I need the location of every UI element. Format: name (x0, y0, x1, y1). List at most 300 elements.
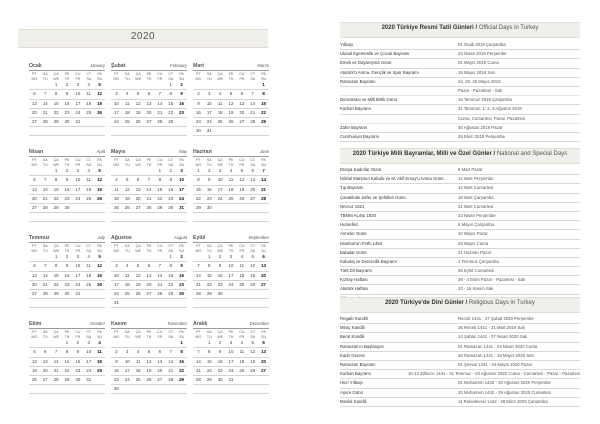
day-cell: 8 (51, 90, 62, 99)
month-name-en: March (257, 63, 269, 68)
day-cell: 17 (122, 367, 133, 376)
day-cell: 5 (144, 348, 155, 357)
day-cell: 1 (62, 339, 73, 348)
day-cell: 25 (215, 118, 226, 127)
weekday-label: PA (261, 244, 266, 248)
weekday-label-en: TU (124, 334, 130, 339)
day-cell: 12 (247, 262, 258, 271)
holiday-row (340, 212, 580, 221)
day-cell: 25 (83, 195, 94, 204)
day-cell: 16 (176, 100, 187, 109)
weekday-label: PA (179, 158, 184, 162)
day-cell (94, 213, 105, 222)
day-grid (111, 330, 187, 394)
weekday-label-en: MO (195, 76, 202, 81)
weekday-label: CT (86, 244, 92, 248)
day-cell: 26 (29, 376, 40, 385)
day-cell: 15 (176, 358, 187, 367)
weekday-label-en: TU (124, 162, 130, 167)
holiday-name: Ramazan Bayramı (340, 361, 376, 367)
day-cell (133, 339, 144, 348)
day-cell: 3 (111, 90, 122, 99)
day-cell: 7 (40, 176, 51, 185)
day-cell (83, 299, 94, 308)
day-cell: 1 (204, 253, 215, 262)
day-cell: 5 (247, 253, 258, 262)
day-cell: 10 (72, 176, 83, 185)
day-cell: 25 (83, 281, 94, 290)
day-cell: 12 (122, 186, 133, 195)
month-name: Haziran (193, 149, 212, 155)
day-cell: 21 (51, 367, 62, 376)
day-cell: 12 (94, 176, 105, 185)
day-cell (111, 167, 122, 176)
weekday-label-en: SA (86, 334, 92, 339)
day-cell: 4 (111, 176, 122, 185)
holiday-row (340, 78, 580, 87)
weekday-label-en: TU (206, 76, 212, 81)
day-cell (236, 213, 247, 222)
weekday-label: CU (75, 244, 81, 248)
holiday-name: Kabotaj ve Denizcilik Bayramı (340, 258, 397, 264)
holiday-row (340, 115, 580, 124)
day-cell: 2 (165, 167, 176, 176)
day-cell: 19 (122, 195, 133, 204)
weekday-label-en: TH (146, 334, 152, 339)
day-cell: 16 (111, 367, 122, 376)
day-cell: 14 (165, 358, 176, 367)
day-cell: 23 (215, 367, 226, 376)
day-cell: 24 (111, 290, 122, 299)
day-cell (51, 339, 62, 348)
day-cell: 5 (29, 348, 40, 357)
holiday-row (340, 361, 580, 370)
day-cell: 5 (94, 81, 105, 90)
day-cell: 18 (236, 272, 247, 281)
day-cell: 30 (62, 290, 73, 299)
month-name-en: November (167, 321, 187, 326)
day-cell: 4 (236, 339, 247, 348)
day-cell: 20 (133, 195, 144, 204)
day-cell: 8 (176, 348, 187, 357)
day-cell: 8 (154, 176, 165, 185)
weekday-label-en: SA (86, 248, 92, 253)
day-cell: 21 (40, 195, 51, 204)
holiday-name: Nevruz 1521 (340, 203, 365, 209)
day-cell: 24 (176, 195, 187, 204)
day-cell: 27 (258, 281, 269, 290)
day-cell: 5 (133, 262, 144, 271)
weekday-label: CU (157, 244, 163, 248)
day-cell: 16 (62, 272, 73, 281)
day-cell: 11 (133, 358, 144, 367)
weekday-label-en: SU (97, 248, 103, 253)
day-cell: 18 (111, 195, 122, 204)
month-name: Kasım (111, 321, 127, 327)
holiday-row (340, 240, 580, 249)
month-header (111, 63, 187, 70)
day-cell: 31 (83, 376, 94, 385)
day-cell: 31 (226, 376, 237, 385)
month-name-en: August (173, 235, 187, 240)
day-cell: 8 (165, 262, 176, 271)
day-cell: 30 (62, 118, 73, 127)
holiday-row (340, 352, 580, 361)
day-cell (154, 299, 165, 308)
day-cell: 20 (29, 109, 40, 118)
holiday-name: Zafer Bayramı (340, 124, 368, 130)
weekday-label-en: SU (261, 334, 267, 339)
weekday-label-en: FR (75, 248, 81, 253)
day-cell: 13 (40, 358, 51, 367)
day-cell (154, 81, 165, 90)
day-cell: 18 (226, 186, 237, 195)
day-cell: 3 (111, 262, 122, 271)
weekday-label: PT (114, 330, 119, 334)
day-cell: 9 (215, 348, 226, 357)
day-cell (258, 299, 269, 308)
national-days-header (340, 148, 580, 164)
weekday-label: PT (32, 244, 37, 248)
day-cell: 15 (51, 186, 62, 195)
holiday-row (340, 203, 580, 212)
weekday-label-en: TH (146, 162, 152, 167)
day-cell: 4 (94, 339, 105, 348)
day-cell (236, 81, 247, 90)
day-cell (111, 127, 122, 136)
day-cell (62, 299, 73, 308)
weekday-label: CU (239, 330, 245, 334)
weekday-label: CU (75, 72, 81, 76)
holiday-name: Regaib Kandili (340, 316, 368, 321)
day-cell (94, 376, 105, 385)
day-cell (176, 213, 187, 222)
day-cell: 28 (154, 290, 165, 299)
day-cell: 20 (154, 367, 165, 376)
weekday-label-en: TU (42, 162, 48, 167)
day-cell: 18 (122, 109, 133, 118)
day-cell (204, 213, 215, 222)
weekday-label-en: MO (113, 162, 120, 167)
weekday-label-en: SA (86, 76, 92, 81)
holiday-date: 30 Ağustos 2019 Pazar (458, 124, 503, 130)
day-cell (144, 299, 155, 308)
day-cell: 25 (236, 367, 247, 376)
weekday-label-en: SU (97, 76, 103, 81)
day-cell (226, 290, 237, 299)
day-cell: 2 (215, 339, 226, 348)
day-cell: 9 (204, 176, 215, 185)
weekday-label: PA (179, 244, 184, 248)
day-cell: 11 (215, 100, 226, 109)
day-cell: 17 (72, 272, 83, 281)
day-cell: 29 (51, 204, 62, 213)
day-cell: 26 (94, 109, 105, 118)
month-rule (111, 156, 187, 157)
month-header (29, 63, 105, 70)
day-cell: 22 (51, 109, 62, 118)
day-cell (122, 127, 133, 136)
month-rule (111, 70, 187, 71)
day-cell: 6 (154, 348, 165, 357)
day-cell: 13 (133, 186, 144, 195)
day-cell (215, 385, 226, 394)
weekday-label: PT (32, 72, 37, 76)
day-cell: 28 (40, 204, 51, 213)
day-cell: 2 (62, 81, 73, 90)
holiday-date: 19 Mayıs 2019 Salı (458, 69, 495, 75)
day-cell: 10 (122, 358, 133, 367)
day-cell: 5 (94, 167, 105, 176)
day-cell (40, 253, 51, 262)
day-cell: 28 (165, 376, 176, 385)
weekday-label: ÇA (135, 330, 141, 334)
day-cell (247, 213, 258, 222)
day-cell (94, 299, 105, 308)
weekday-label: ÇA (217, 330, 223, 334)
holiday-row (340, 230, 580, 239)
day-cell: 21 (154, 281, 165, 290)
day-cell (236, 127, 247, 136)
day-cell: 26 (236, 195, 247, 204)
day-cell: 14 (40, 186, 51, 195)
holiday-date: 11 Rebiülevvel 1442 - 28 Ekim 2020 Çarşamba (458, 398, 548, 404)
weekday-label-en: TH (64, 248, 70, 253)
day-cell (122, 213, 133, 222)
weekday-label: CU (75, 158, 81, 162)
day-cell (133, 167, 144, 176)
day-cell: 24 (204, 118, 215, 127)
day-cell (226, 299, 237, 308)
day-cell (226, 81, 237, 90)
day-cell: 11 (236, 262, 247, 271)
month-rule (193, 328, 269, 329)
month-header (193, 149, 269, 156)
weekday-label: CU (75, 330, 81, 334)
day-cell: 4 (236, 253, 247, 262)
weekday-label: ÇA (135, 244, 141, 248)
weekday-label-en: SA (250, 162, 256, 167)
day-cell: 20 (144, 281, 155, 290)
day-cell: 14 (258, 176, 269, 185)
day-cell (94, 204, 105, 213)
weekday-label: ÇA (135, 158, 141, 162)
day-cell: 28 (154, 118, 165, 127)
day-cell (144, 81, 155, 90)
day-cell: 11 (83, 90, 94, 99)
day-cell (83, 213, 94, 222)
day-cell: 9 (176, 90, 187, 99)
holiday-name: Çanakkale Zafer ve Şehitleri Günü (340, 194, 406, 200)
day-cell: 4 (226, 167, 237, 176)
day-cell: 10 (226, 348, 237, 357)
day-cell: 9 (62, 176, 73, 185)
weekday-label-en: MO (113, 76, 120, 81)
holiday-row (340, 175, 580, 184)
weekday-label-en: SU (97, 162, 103, 167)
weekday-label: PE (146, 72, 152, 76)
month-name-en: September (248, 235, 269, 240)
weekday-label: SA (206, 72, 212, 76)
day-cell: 17 (111, 281, 122, 290)
day-cell: 26 (122, 204, 133, 213)
day-grid (111, 72, 187, 136)
day-cell: 15 (165, 100, 176, 109)
day-cell: 7 (51, 348, 62, 357)
holiday-row (340, 389, 580, 398)
weekday-label-en: WE (135, 248, 142, 253)
weekday-label: PT (196, 72, 201, 76)
weekday-label: ÇA (53, 158, 59, 162)
day-cell: 1 (165, 253, 176, 262)
holiday-name: Tıp Bayramı (340, 185, 364, 191)
day-cell: 16 (72, 358, 83, 367)
weekday-label: PE (146, 244, 152, 248)
holiday-date: 21 Mart Cumartesi (458, 203, 494, 209)
day-cell: 26 (94, 281, 105, 290)
weekday-label-en: FR (239, 76, 245, 81)
day-cell: 29 (193, 204, 204, 213)
day-cell (40, 339, 51, 348)
weekday-label-en: SA (168, 76, 174, 81)
weekday-label: PE (64, 244, 70, 248)
day-cell: 2 (176, 253, 187, 262)
day-cell: 26 (133, 118, 144, 127)
day-cell: 30 (204, 204, 215, 213)
day-cell: 19 (144, 367, 155, 376)
day-cell: 14 (247, 100, 258, 109)
day-cell: 6 (236, 90, 247, 99)
day-cell: 28 (193, 376, 204, 385)
day-cell: 17 (111, 109, 122, 118)
day-cell: 25 (111, 204, 122, 213)
religious-days-list (340, 315, 580, 407)
day-cell (83, 204, 94, 213)
holiday-row (340, 343, 580, 352)
year-title: 2020 (130, 31, 156, 42)
day-cell: 14 (193, 358, 204, 367)
day-cell: 3 (122, 348, 133, 357)
day-cell: 13 (29, 272, 40, 281)
weekday-label-en: TU (42, 76, 48, 81)
weekday-label-en: TH (228, 76, 234, 81)
weekday-label: SA (42, 330, 48, 334)
day-cell (215, 81, 226, 90)
day-cell: 18 (83, 272, 94, 281)
day-cell: 8 (165, 90, 176, 99)
day-grid (193, 330, 269, 394)
day-cell: 5 (247, 339, 258, 348)
day-cell: 6 (144, 90, 155, 99)
day-cell (133, 385, 144, 394)
weekday-label: CT (168, 244, 174, 248)
day-cell: 30 (176, 290, 187, 299)
holiday-date: 26 Eylül Cumartesi (458, 268, 495, 274)
weekday-label: PA (97, 72, 102, 76)
day-cell: 13 (247, 176, 258, 185)
day-cell: 1 (204, 339, 215, 348)
weekday-label: PA (97, 330, 102, 334)
month-rule (193, 70, 269, 71)
day-cell: 27 (144, 290, 155, 299)
day-cell: 9 (62, 90, 73, 99)
weekday-label: PT (32, 158, 37, 162)
day-cell: 27 (40, 376, 51, 385)
month-calendar (111, 321, 187, 407)
day-cell: 14 (51, 358, 62, 367)
day-cell: 3 (72, 253, 83, 262)
day-cell: 4 (83, 81, 94, 90)
day-cell: 17 (176, 186, 187, 195)
day-cell: 20 (29, 195, 40, 204)
month-rule (29, 70, 105, 71)
holiday-row (340, 59, 580, 68)
holiday-date: 12 Mart Perşembe (458, 176, 494, 182)
day-cell: 29 (165, 118, 176, 127)
day-cell (193, 385, 204, 394)
day-cell: 13 (258, 348, 269, 357)
month-name: Temmuz (29, 235, 50, 241)
weekday-label-en: FR (157, 76, 163, 81)
day-cell: 9 (193, 100, 204, 109)
holiday-date: Receb 1441 - 27 Şubat 2020 Perşembe (458, 316, 534, 321)
day-cell (236, 299, 247, 308)
weekday-label-en: SA (250, 76, 256, 81)
weekday-label: SA (124, 244, 130, 248)
day-cell (40, 81, 51, 90)
day-cell: 12 (144, 358, 155, 367)
day-cell: 10 (176, 176, 187, 185)
day-cell (176, 385, 187, 394)
day-cell: 14 (193, 272, 204, 281)
day-cell (258, 385, 269, 394)
day-grid (111, 244, 187, 308)
holiday-name: Ramazan Bayramı (340, 78, 376, 84)
day-cell (193, 339, 204, 348)
month-header (193, 321, 269, 328)
day-cell: 24 (226, 367, 237, 376)
holiday-row (340, 50, 580, 59)
day-cell: 26 (247, 367, 258, 376)
weekday-label: ÇA (53, 244, 59, 248)
day-cell: 1 (51, 253, 62, 262)
weekday-label-en: FR (75, 334, 81, 339)
holiday-row (340, 221, 580, 230)
weekday-label: SA (124, 72, 130, 76)
holiday-date: 26 Receb 1441 - 21 Mart 2019 Salı (458, 325, 525, 331)
day-cell (144, 213, 155, 222)
holiday-name: Miraç Kandili (340, 325, 365, 331)
day-grid (29, 330, 105, 394)
day-cell: 11 (236, 348, 247, 357)
holiday-row (340, 249, 580, 258)
day-cell: 20 (236, 109, 247, 118)
weekday-label: PT (114, 158, 119, 162)
month-name-en: December (249, 321, 269, 326)
weekday-label: SA (42, 244, 48, 248)
day-cell (40, 385, 51, 394)
day-cell: 16 (215, 358, 226, 367)
day-cell: 20 (258, 358, 269, 367)
holidays-page (300, 0, 600, 424)
day-cell: 14 (144, 186, 155, 195)
holiday-row (340, 285, 580, 294)
day-cell (144, 385, 155, 394)
day-cell: 5 (94, 253, 105, 262)
weekday-label-en: TH (228, 162, 234, 167)
holiday-name: TBMM Açılışı 1920 (340, 212, 377, 218)
day-cell (62, 385, 73, 394)
